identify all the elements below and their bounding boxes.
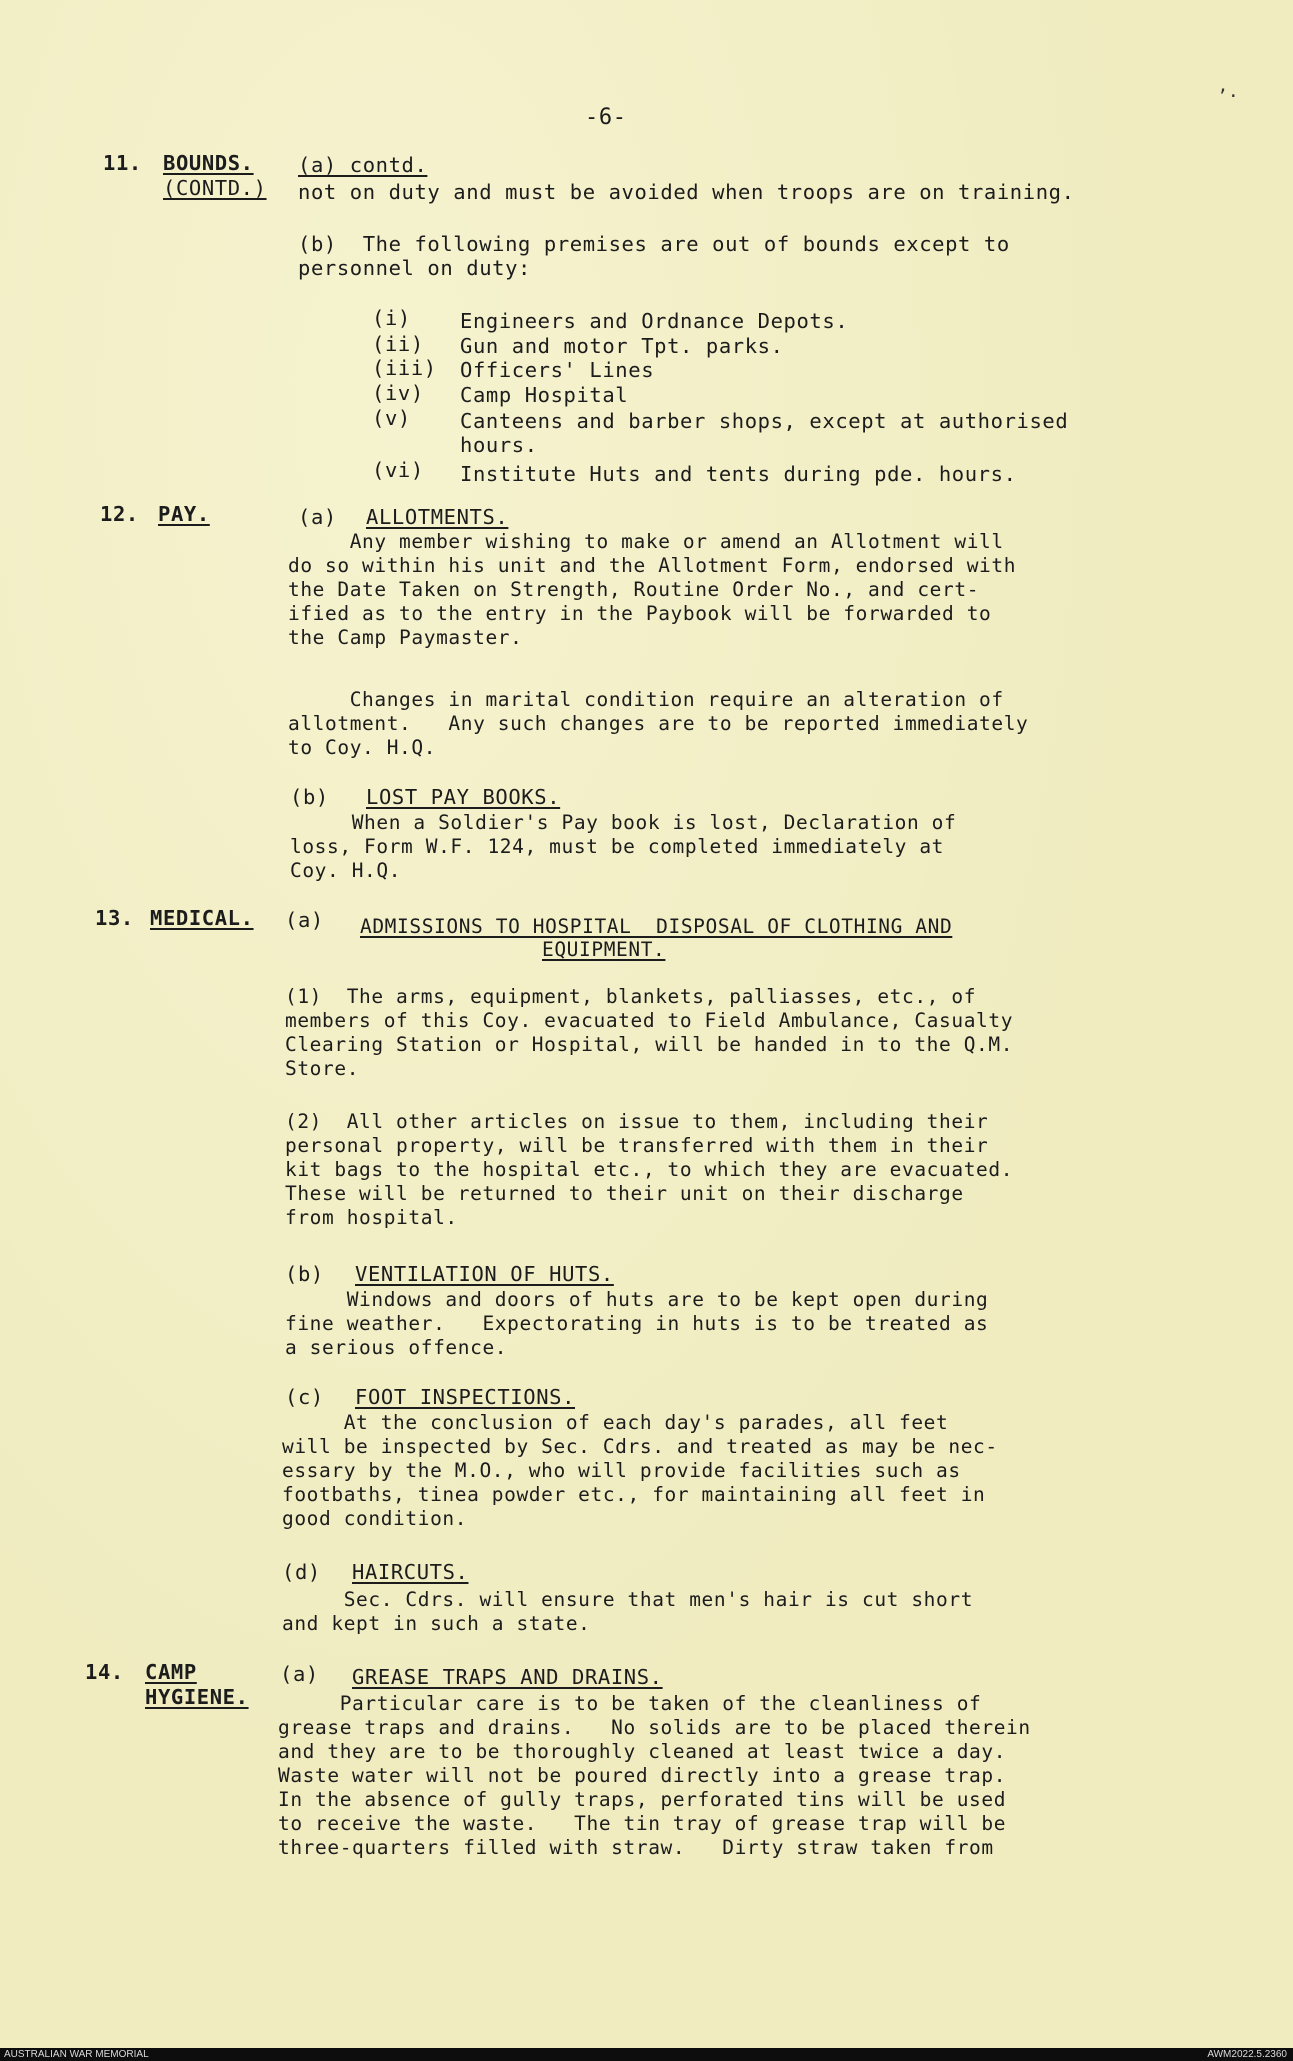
- body-line: Changes in marital condition require an alteration of: [288, 688, 1004, 711]
- body-line: Coy. H.Q.: [290, 859, 402, 882]
- subsection-title: GREASE TRAPS AND DRAINS.: [352, 1665, 663, 1689]
- body-line: and they are to be thoroughly cleaned at least twice a day.: [278, 1740, 1007, 1763]
- section-heading: PAY.: [158, 502, 210, 526]
- subsection-title-continued: EQUIPMENT.: [542, 938, 666, 961]
- body-line: loss, Form W.F. 124, must be completed immediately at: [290, 835, 945, 858]
- body-line: will be inspected by Sec. Cdrs. and treated as may be nec-: [282, 1435, 998, 1458]
- body-line: the Date Taken on Strength, Routine Order No., and cert-: [288, 578, 980, 601]
- body-line: (1) The arms, equipment, blankets, palliasses, etc., of: [285, 985, 977, 1008]
- list-item-number: (ii): [372, 332, 424, 356]
- body-line: (2) All other articles on issue to them, including their: [285, 1110, 989, 1133]
- archive-footer: [0, 2048, 1293, 2061]
- body-line: When a Soldier's Pay book is lost, Declaration of: [290, 811, 957, 834]
- body-line: to Coy. H.Q.: [288, 736, 437, 759]
- section-heading-continued: (CONTD.): [163, 176, 267, 200]
- body-line: members of this Coy. evacuated to Field Ambulance, Casualty: [285, 1009, 1014, 1032]
- subsection-title: ADMISSIONS TO HOSPITAL DISPOSAL OF CLOTHING AND: [360, 915, 953, 938]
- body-line: kit bags to the hospital etc., to which they are evacuated.: [285, 1158, 1014, 1181]
- body-line: footbaths, tinea powder etc., for maintaining all feet in: [282, 1483, 986, 1506]
- body-line: three-quarters filled with straw. Dirty straw taken from: [278, 1836, 994, 1859]
- body-line: fine weather. Expectorating in huts is to be treated as: [285, 1312, 989, 1335]
- body-line: At the conclusion of each day's parades, all feet: [282, 1411, 949, 1434]
- subsection-title: VENTILATION OF HUTS.: [355, 1262, 614, 1286]
- subsection-label: (a): [285, 908, 324, 932]
- list-item-number: (v): [372, 406, 411, 430]
- list-item-text: Institute Huts and tents during pde. hours.: [460, 462, 1017, 486]
- section-heading: MEDICAL.: [150, 906, 254, 930]
- section-number: 14.: [85, 1660, 124, 1684]
- list-item-number: (vi): [372, 458, 424, 482]
- body-line: personal property, will be transferred with them in their: [285, 1134, 989, 1157]
- body-line: (b) The following premises are out of bounds except to: [298, 232, 1010, 256]
- body-line: These will be returned to their unit on their discharge: [285, 1182, 964, 1205]
- body-line: do so within his unit and the Allotment Form, endorsed with: [288, 554, 1017, 577]
- body-line: Windows and doors of huts are to be kept open during: [285, 1288, 989, 1311]
- subsection-label: (b): [290, 785, 329, 809]
- subsection-title: LOST PAY BOOKS.: [366, 785, 561, 809]
- section-heading: BOUNDS.: [163, 151, 254, 175]
- page-number: -6-: [585, 105, 627, 130]
- body-line: grease traps and drains. No solids are to be placed therein: [278, 1716, 1031, 1739]
- section-number: 13.: [95, 906, 134, 930]
- body-line: essary by the M.O., who will provide facilities such as: [282, 1459, 961, 1482]
- subsection-label: (a): [280, 1662, 319, 1686]
- list-item-text: Canteens and barber shops, except at authorised: [460, 409, 1069, 433]
- body-line: Clearing Station or Hospital, will be handed in to the Q.M.: [285, 1033, 1014, 1056]
- list-item-text: Officers' Lines: [460, 358, 655, 382]
- body-line: not on duty and must be avoided when troops are on training.: [298, 180, 1075, 204]
- body-line: a serious offence.: [285, 1336, 508, 1359]
- footer-accession-number: AWM2022.5.2360: [1207, 2049, 1287, 2060]
- footer-institution: AUSTRALIAN WAR MEMORIAL: [4, 2049, 149, 2060]
- subsection-label: (a) contd.: [298, 153, 428, 177]
- body-line: good condition.: [282, 1507, 468, 1530]
- subsection-title: ALLOTMENTS.: [366, 505, 509, 529]
- list-item-text: Engineers and Ordnance Depots.: [460, 309, 849, 333]
- list-item-text: hours.: [460, 433, 538, 457]
- list-item-number: (iv): [372, 381, 424, 405]
- section-number: 12.: [100, 502, 139, 526]
- section-number: 11.: [103, 151, 142, 175]
- subsection-label: (d): [282, 1560, 321, 1584]
- subsection-label: (a): [298, 505, 337, 529]
- body-line: Sec. Cdrs. will ensure that men's hair is cut short: [282, 1588, 974, 1611]
- body-line: Store.: [285, 1057, 360, 1080]
- body-line: the Camp Paymaster.: [288, 626, 523, 649]
- subsection-title: FOOT INSPECTIONS.: [355, 1385, 576, 1409]
- list-item-text: Gun and motor Tpt. parks.: [460, 334, 784, 358]
- ink-mark: ’·: [1217, 86, 1239, 107]
- body-line: Any member wishing to make or amend an Allotment will: [288, 530, 1004, 553]
- list-item-number: (i): [372, 306, 411, 330]
- body-line: to receive the waste. The tin tray of grease trap will be: [278, 1812, 1007, 1835]
- body-line: In the absence of gully traps, perforated tins will be used: [278, 1788, 1007, 1811]
- body-line: ified as to the entry in the Paybook will be forwarded to: [288, 602, 992, 625]
- body-line: Particular care is to be taken of the cleanliness of: [278, 1692, 982, 1715]
- subsection-label: (c): [285, 1385, 324, 1409]
- list-item-text: Camp Hospital: [460, 383, 629, 407]
- body-line: personnel on duty:: [298, 256, 531, 280]
- body-line: Waste water will not be poured directly into a grease trap.: [278, 1764, 1007, 1787]
- section-heading: CAMP: [145, 1660, 197, 1684]
- body-line: allotment. Any such changes are to be reported immediately: [288, 712, 1029, 735]
- section-heading-continued: HYGIENE.: [145, 1685, 249, 1709]
- subsection-label: (b): [285, 1262, 324, 1286]
- body-line: from hospital.: [285, 1206, 458, 1229]
- subsection-title: HAIRCUTS.: [352, 1560, 469, 1584]
- list-item-number: (iii): [372, 356, 437, 380]
- body-line: and kept in such a state.: [282, 1612, 591, 1635]
